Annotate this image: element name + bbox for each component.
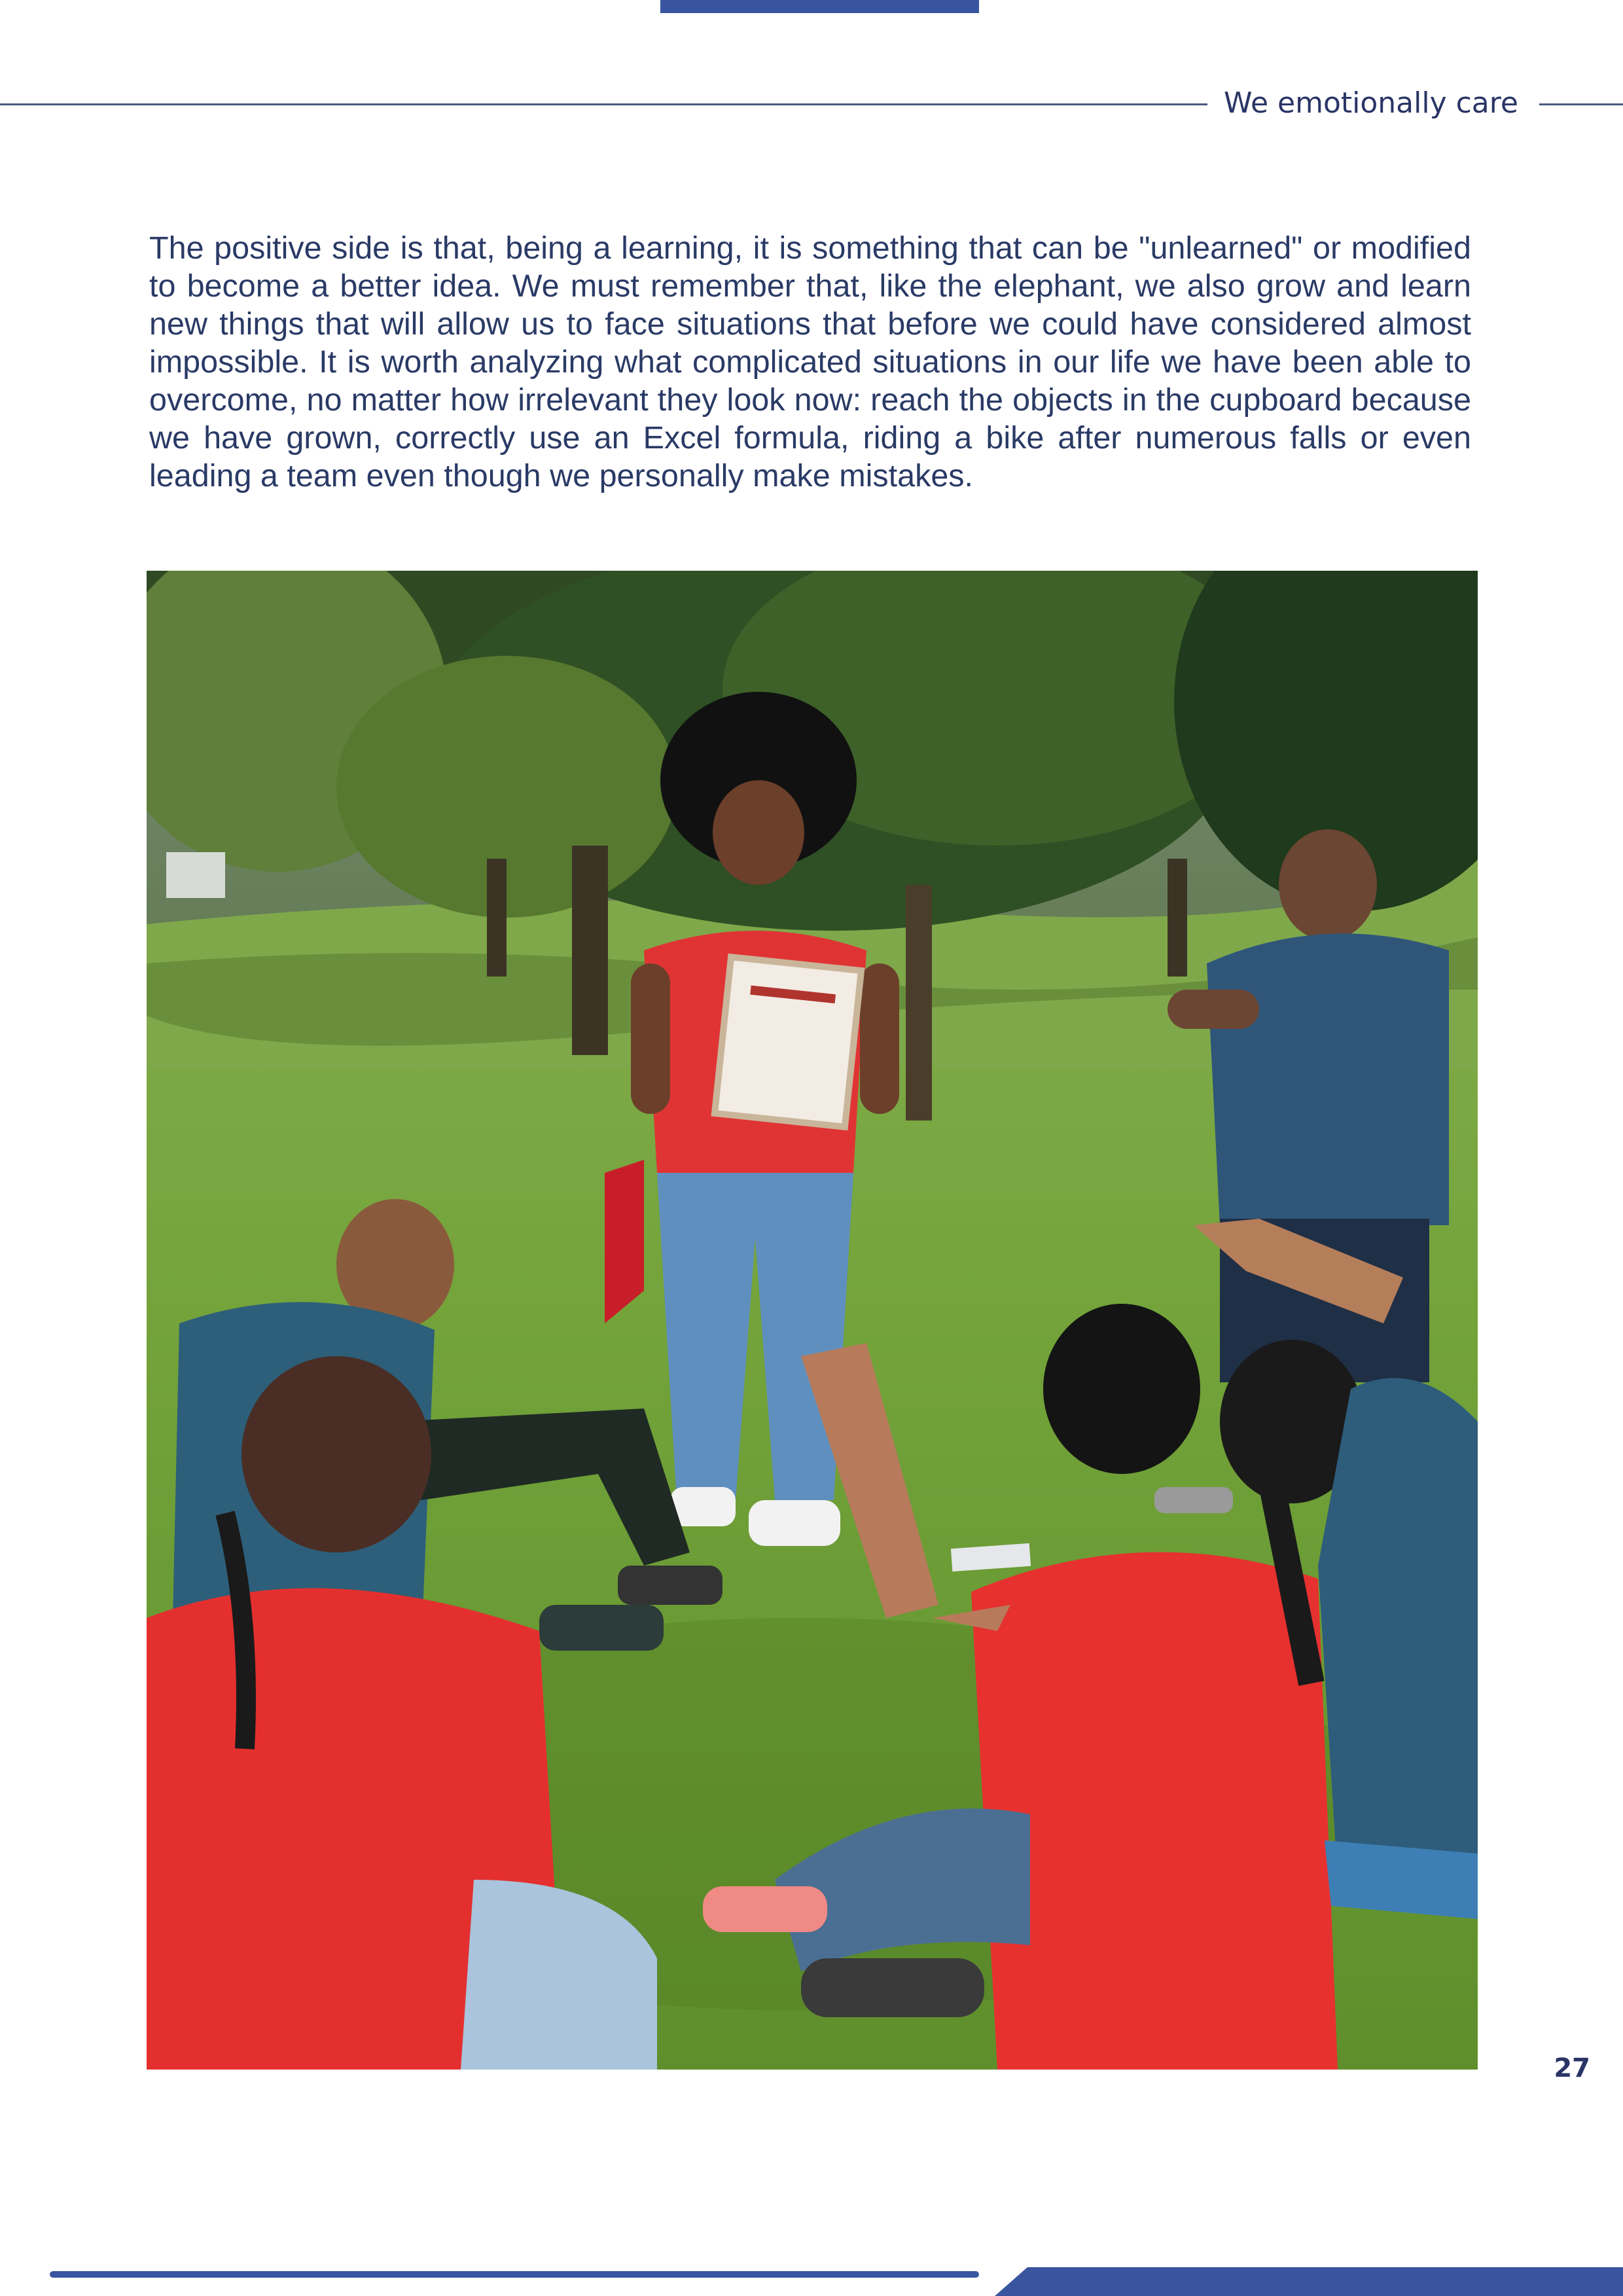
section-title: We emotionally care [1224,86,1518,120]
body-paragraph: The positive side is that, being a learning, it is something that can be "unlearned" or modified to become a better idea. We must remember that, like the elephant, we also grow and learn new things that will allow us to face situations that before we could have considered almost impossible. It is worth analyzing what complicated situations in our life we have been able to overcome, no matter how irrelevant they look now: reach the objects in the cupboard because we have grown, correctly use an Excel formula, riding a bike after numerous falls or even leading a team even though we personally make mistakes. [149,230,1471,493]
header-rule-right [1539,103,1623,105]
group-photo [147,571,1478,2070]
top-accent-bar [660,0,979,13]
header-rule-left [0,103,1207,105]
page-number: 27 [1554,2053,1590,2083]
footer-rule [50,2271,979,2278]
footer-accent-bar [995,2267,1623,2296]
